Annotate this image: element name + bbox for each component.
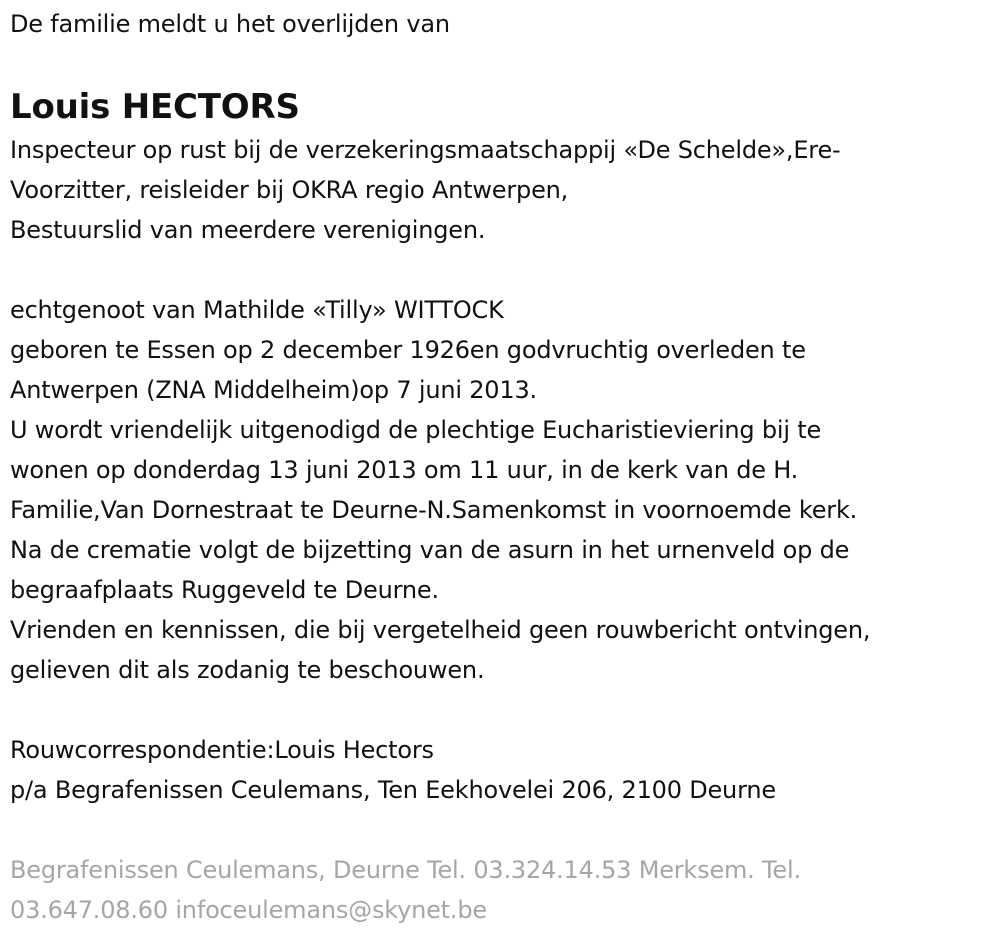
deceased-name: Louis HECTORS	[10, 87, 300, 127]
body-line: Familie,Van Dornestraat te Deurne-N.Samenkomst in voornoemde kerk.	[10, 496, 858, 524]
body-line: gelieven dit als zodanig te beschouwen.	[10, 656, 485, 684]
intro-text: De familie meldt u het overlijden van	[10, 10, 450, 38]
body-line: geboren te Essen op 2 december 1926en godvruchtig overleden te	[10, 336, 806, 364]
body-block	[10, 290, 995, 690]
spacer	[10, 810, 995, 850]
body-line: Na de crematie volgt de bijzetting van de asurn in het urnenveld op de	[10, 536, 850, 564]
body-line: begraafplaats Ruggeveld te Deurne.	[10, 576, 439, 604]
death-notice	[10, 4, 995, 930]
body-line: wonen op donderdag 13 juni 2013 om 11 uur, in de kerk van de H.	[10, 456, 799, 484]
role-line: Bestuurslid van meerdere verenigingen.	[10, 216, 486, 244]
spacer	[10, 690, 995, 730]
footer-line: Begrafenissen Ceulemans, Deurne Tel. 03.324.14.53 Merksem. Tel.	[10, 856, 801, 884]
correspondence-address: p/a Begrafenissen Ceulemans, Ten Eekhovelei 206, 2100 Deurne	[10, 776, 776, 804]
spacer	[10, 250, 995, 290]
body-line: Vrienden en kennissen, die bij vergetelheid geen rouwbericht ontvingen,	[10, 616, 871, 644]
body-line: echtgenoot van Mathilde «Tilly» WITTOCK	[10, 296, 504, 324]
role-line: Inspecteur op rust bij de verzekeringsmaatschappij «De Schelde»,Ere-	[10, 136, 841, 164]
role-line: Voorzitter, reisleider bij OKRA regio Antwerpen,	[10, 176, 569, 204]
funeral-home-footer	[10, 850, 995, 930]
footer-line: 03.647.08.60 infoceulemans@skynet.be	[10, 896, 487, 924]
correspondence-line: Rouwcorrespondentie:Louis Hectors	[10, 736, 434, 764]
body-line: Antwerpen (ZNA Middelheim)op 7 juni 2013.	[10, 376, 537, 404]
correspondence-block	[10, 730, 995, 810]
roles-block	[10, 130, 995, 250]
body-line: U wordt vriendelijk uitgenodigd de plechtige Eucharistieviering bij te	[10, 416, 822, 444]
